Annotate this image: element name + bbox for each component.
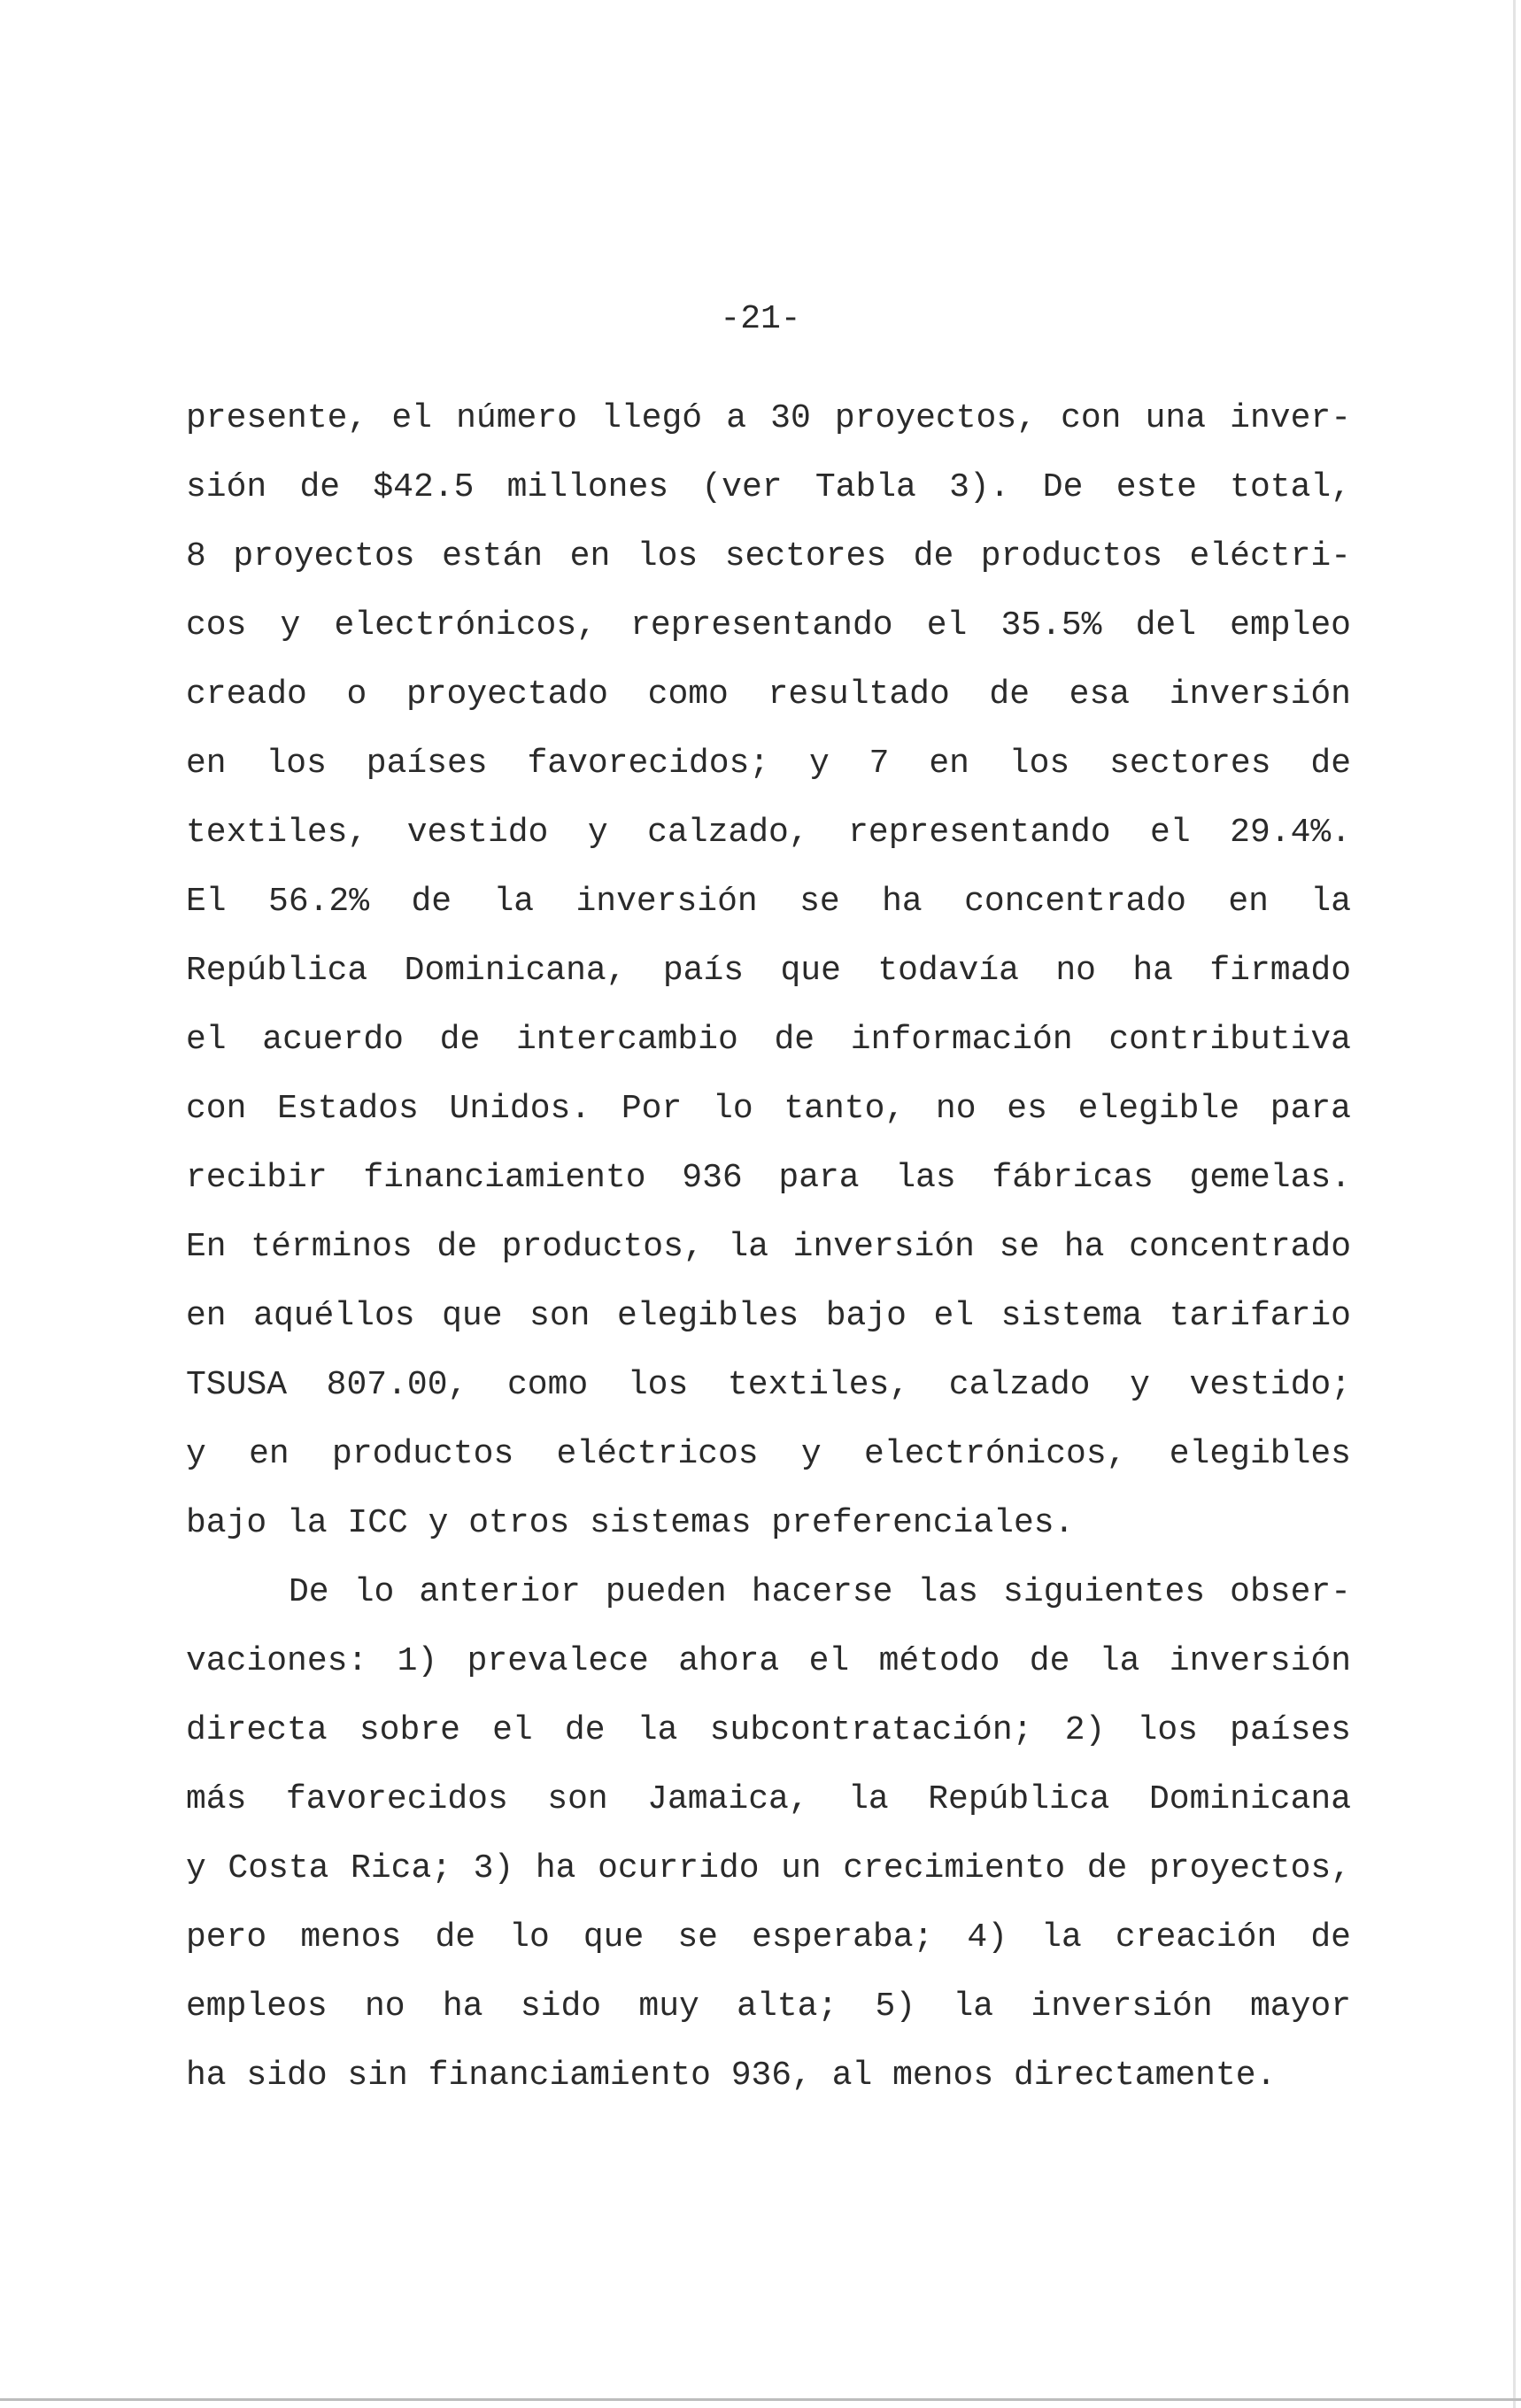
paragraph-1-line: bajo la ICC y otros sistemas preferenciales. — [186, 1504, 1075, 1542]
paragraph-1-line: presente, el número llegó a 30 proyectos, con una inver- — [186, 399, 1351, 437]
paragraph-1-line: sión de $42.5 millones (ver Tabla 3). De este total, — [186, 468, 1351, 506]
paragraph-2-line: más favorecidos son Jamaica, la República Dominicana — [186, 1780, 1351, 1818]
page-edge-bottom — [0, 2398, 1521, 2401]
paragraph-1-line: cos y electrónicos, representando el 35.5% del empleo — [186, 606, 1351, 644]
paragraph-1-line: recibir financiamiento 936 para las fábricas gemelas. — [186, 1159, 1351, 1197]
paragraph-1-line: el acuerdo de intercambio de información contributiva — [186, 1021, 1351, 1059]
paragraph-1-line: textiles, vestido y calzado, representando el 29.4%. — [186, 814, 1351, 852]
paragraph-1-line: República Dominicana, país que todavía no ha firmado — [186, 952, 1351, 990]
paragraph-1-line: El 56.2% de la inversión se ha concentrado en la — [186, 883, 1351, 921]
paragraph-1-line: 8 proyectos están en los sectores de productos eléctri- — [186, 537, 1351, 575]
paragraph-1-line: En términos de productos, la inversión se ha concentrado — [186, 1228, 1351, 1266]
page-number: -21- — [720, 300, 801, 338]
paragraph-2-line: ha sido sin financiamiento 936, al menos directamente. — [186, 2057, 1277, 2095]
paragraph-2-line: pero menos de lo que se esperaba; 4) la creación de — [186, 1918, 1351, 1956]
paragraph-2-line: y Costa Rica; 3) ha ocurrido un crecimiento de proyectos, — [186, 1849, 1351, 1887]
paragraph-1-line: en aquéllos que son elegibles bajo el sistema tarifario — [186, 1297, 1351, 1335]
page-edge-right — [1513, 0, 1516, 2408]
paragraph-1-line: TSUSA 807.00, como los textiles, calzado y vestido; — [186, 1366, 1351, 1404]
paragraph-2-line: vaciones: 1) prevalece ahora el método de la inversión — [186, 1642, 1351, 1680]
paragraph-1-line: y en productos eléctricos y electrónicos, elegibles — [186, 1435, 1351, 1473]
paragraph-1-line: en los países favorecidos; y 7 en los sectores de — [186, 745, 1351, 783]
paragraph-2-line: De lo anterior pueden hacerse las siguientes obser- — [289, 1573, 1351, 1611]
paragraph-1-line: con Estados Unidos. Por lo tanto, no es elegible para — [186, 1090, 1351, 1128]
paragraph-2-line: directa sobre el de la subcontratación; 2) los países — [186, 1711, 1351, 1749]
paragraph-2-line: empleos no ha sido muy alta; 5) la inversión mayor — [186, 1987, 1351, 2026]
paragraph-1-line: creado o proyectado como resultado de esa inversión — [186, 675, 1351, 714]
